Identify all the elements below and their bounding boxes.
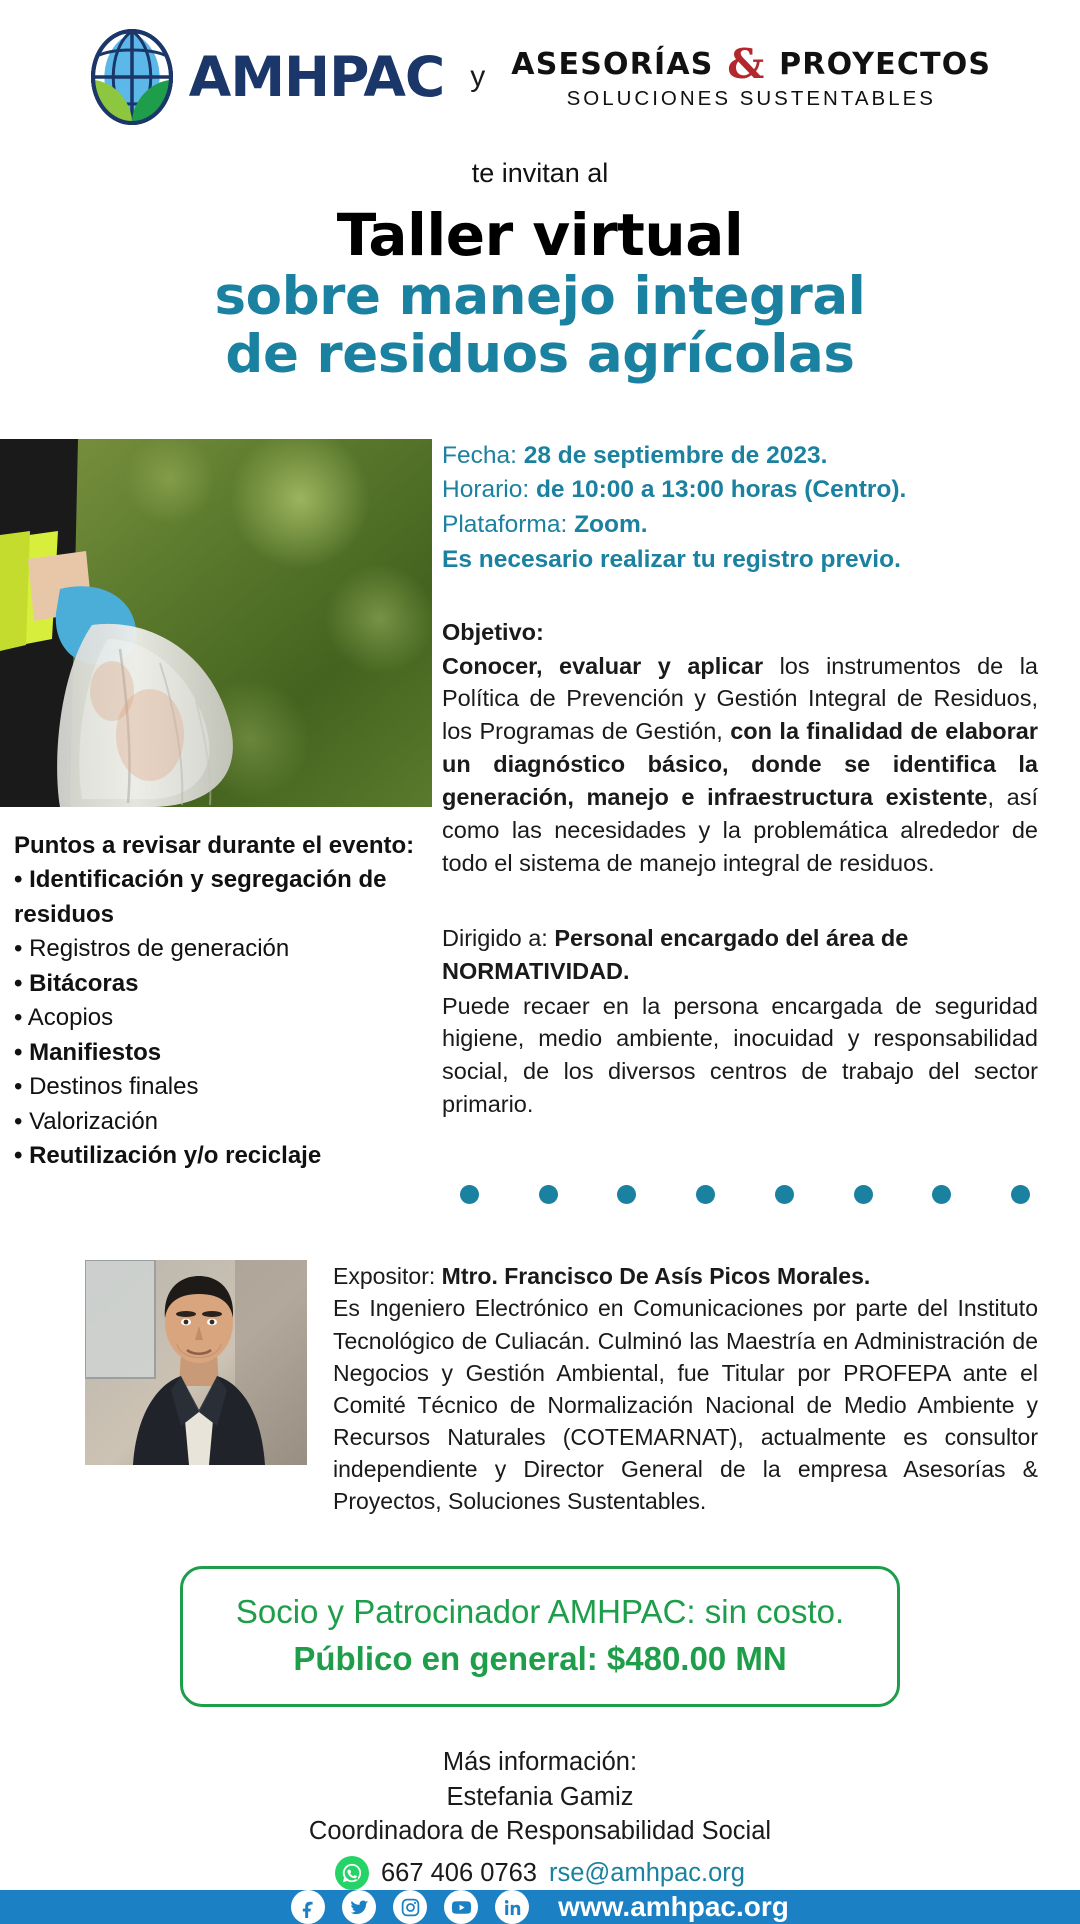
horario-value: de 10:00 a 13:00 horas (Centro). <box>535 476 907 504</box>
dirigido-head <box>442 922 1038 988</box>
page-subtitle-line2: de residuos agrícolas <box>225 324 855 386</box>
expositor-head <box>333 1260 1038 1292</box>
expositor-label: Expositor: <box>333 1263 442 1290</box>
puntos-title: Puntos a revisar durante el evento: <box>14 831 415 859</box>
objetivo-bold-2: con la finalidad de elaborar un diagnóstico básico, donde se identifica la generación, manejo e infraestructura existente <box>442 718 1038 811</box>
list-item: • Manifiestos <box>14 1038 162 1066</box>
contact-role: Coordinadora de Responsabilidad Social <box>308 1816 772 1845</box>
list-item: • Registros de generación <box>14 935 290 963</box>
objetivo-text-2: , así como las necesidades y la problemática alrededor de todo el sistema de manejo integral de residuos. <box>442 784 1038 876</box>
amhpac-logo <box>89 28 445 126</box>
whatsapp-icon[interactable] <box>335 1856 369 1890</box>
footer-bar <box>0 1890 1080 1924</box>
event-date-row <box>442 439 1038 474</box>
dot-icon <box>775 1185 794 1204</box>
expositor-bio: Es Ingeniero Electrónico en Comunicaciones por parte del Instituto Tecnológico de Culiacán. Culminó las Maestría en Administración de Negocios y Gestión Ambiental, fue Titular por PROFEPA ante el Comité Técnico de Normalización Nacional de Medio Ambiente y Recursos Naturales (COTEMARNAT), actualmente es consultor independiente y Director General de la empresa Asesorías & Proyectos, Soluciones Sustentables. <box>333 1295 1038 1515</box>
expositor-text <box>333 1260 1038 1518</box>
header-logos <box>0 0 1080 136</box>
ampersand-glyph: & <box>727 39 766 88</box>
dot-icon <box>932 1185 951 1204</box>
invite-text: te invitan al <box>471 158 609 188</box>
registro-note: Es necesario realizar tu registro previo. <box>442 545 901 573</box>
main-content <box>0 413 1080 1205</box>
dirigido-block <box>442 922 1038 1121</box>
dirigido-value: Personal encargado del área de NORMATIVIDAD. <box>442 924 909 984</box>
amhpac-wordmark: AMHPAC <box>188 44 445 109</box>
contact-phone[interactable]: 667 406 0763 <box>381 1858 537 1887</box>
list-item: • Bitácoras <box>14 969 139 997</box>
price-public-line: Público en general: $480.00 MN <box>293 1639 787 1677</box>
dot-icon <box>1011 1185 1030 1204</box>
youtube-icon[interactable] <box>444 1890 478 1924</box>
more-info-label: Más información: <box>442 1748 638 1777</box>
event-info-block <box>442 439 1038 578</box>
partner-pre: ASESORÍAS <box>511 46 726 82</box>
partner-name-line <box>511 39 992 88</box>
dirigido-label: Dirigido a: <box>442 924 555 951</box>
puntos-list <box>0 807 432 1174</box>
dot-icon <box>460 1185 479 1204</box>
contact-name: Estefania Gamiz <box>446 1782 634 1811</box>
event-time-row <box>442 473 1038 508</box>
conjunction-y: y <box>470 60 486 93</box>
dot-icon <box>854 1185 873 1204</box>
plataforma-label: Plataforma: <box>442 511 575 539</box>
speaker-photo <box>85 1260 307 1465</box>
event-platform-row <box>442 508 1038 543</box>
page-subtitle-line1: sobre manejo integral <box>214 265 866 327</box>
objetivo-block <box>442 616 1038 880</box>
dot-icon <box>539 1185 558 1204</box>
decorative-dot-row <box>460 1185 1030 1204</box>
dirigido-body: Puede recaer en la persona encargada de seguridad higiene, medio ambiente, inocuidad y responsabilidad social, de los diversos centros de trabajo del sector primario. <box>442 992 1038 1118</box>
dot-icon <box>617 1185 636 1204</box>
contact-block <box>0 1745 1080 1890</box>
list-item: • Reutilización y/o reciclaje <box>14 1142 322 1170</box>
title-block <box>0 203 1080 385</box>
horario-label: Horario: <box>442 476 536 504</box>
facebook-icon[interactable] <box>291 1890 325 1924</box>
expositor-section <box>0 1260 1080 1518</box>
instagram-icon[interactable] <box>393 1890 427 1924</box>
list-item: • Acopios <box>14 1004 114 1032</box>
price-box <box>180 1566 900 1708</box>
contact-email[interactable]: rse@amhpac.org <box>549 1858 745 1887</box>
twitter-icon[interactable] <box>342 1890 376 1924</box>
price-member-line: Socio y Patrocinador AMHPAC: sin costo. <box>235 1592 845 1630</box>
objetivo-label: Objetivo: <box>442 618 544 645</box>
footer-website[interactable]: www.amhpac.org <box>558 1891 789 1923</box>
left-column <box>0 439 432 1205</box>
objetivo-bold-1: Conocer, evaluar y aplicar <box>442 652 764 679</box>
linkedin-icon[interactable] <box>495 1890 529 1924</box>
list-item: • Destinos finales <box>14 1073 199 1101</box>
objetivo-text-1: los instrumentos de la Política de Prevención y Gestión Integral de Residuos, los Programas de Gestión, <box>442 652 1038 745</box>
contact-phone-email-row <box>0 1856 1080 1890</box>
globe-leaf-icon <box>89 28 175 126</box>
partner-tagline: SOLUCIONES SUSTENTABLES <box>566 87 936 111</box>
page-title: Taller virtual <box>336 201 744 269</box>
asesorias-proyectos-logo <box>511 39 992 111</box>
right-column <box>432 439 1080 1205</box>
list-item: • Valorización <box>14 1107 159 1135</box>
dot-icon <box>696 1185 715 1204</box>
waste-collection-photo <box>0 439 432 807</box>
expositor-name: Mtro. Francisco De Asís Picos Morales. <box>441 1263 871 1290</box>
fecha-label: Fecha: <box>442 441 524 469</box>
partner-post: PROYECTOS <box>767 46 992 82</box>
plataforma-value: Zoom. <box>574 511 648 539</box>
list-item: • Identificación y segregación de residuos <box>14 866 387 928</box>
fecha-value: 28 de septiembre de 2023. <box>523 441 828 469</box>
